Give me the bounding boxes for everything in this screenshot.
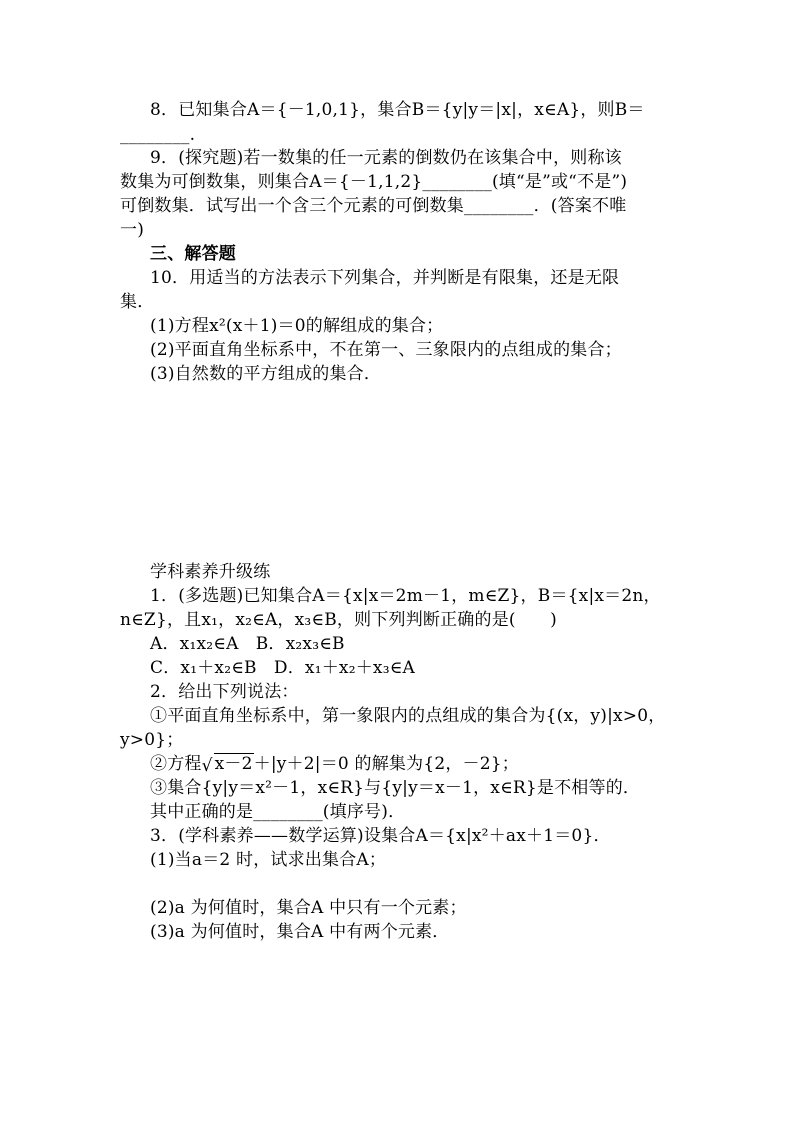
- u2-question: 其中正确的是________(填序号)．: [150, 802, 406, 822]
- u2-statement1: ①平面直角坐标系中，第一象限内的点组成的集合为{(x，y)|x>0，: [150, 706, 666, 726]
- u2-line1: 2．给出下列说法：: [150, 682, 299, 702]
- u2-statement2-suffix: ＋|y＋2|＝0 的解集为{2，－2}；: [253, 754, 519, 774]
- q9-line2: 数集为可倒数集，则集合A＝{－1,1,2}________(填“是”或“不是”): [120, 172, 628, 192]
- u3-part3: (3)a 为何值时，集合A 中有两个元素．: [150, 922, 450, 942]
- q10-part3: (3)自然数的平方组成的集合．: [150, 364, 382, 384]
- u1-line2: n∈Z}，且x₁，x₂∈A，x₃∈B，则下列判断正确的是( ): [120, 610, 557, 630]
- q10-part2: (2)平面直角坐标系中，不在第一、三象限内的点组成的集合；: [150, 340, 622, 360]
- q9-line1: 9．(探究题)若一数集的任一元素的倒数仍在该集合中，则称该: [150, 148, 622, 168]
- section-heading-answers: 三、解答题: [150, 244, 236, 264]
- q8-line2: ________.: [120, 125, 196, 145]
- u2-statement2-prefix: ②方程: [150, 754, 202, 774]
- square-root-expression: [202, 752, 254, 776]
- u1-line1: 1．(多选题)已知集合A＝{x|x＝2m－1，m∈Z}，B＝{x|x＝2n，: [150, 586, 661, 606]
- u3-line1: 3．(学科素养——数学运算)设集合A＝{x|x²＋ax＋1＝0}．: [150, 826, 611, 846]
- u2-statement2: [150, 752, 519, 776]
- section-heading-upgrade: 学科素养升级练: [150, 562, 271, 582]
- u3-part2: (2)a 为何值时，集合A 中只有一个元素；: [150, 898, 467, 918]
- radicand: x－2: [214, 754, 253, 774]
- q8-line1: 8．已知集合A＝{－1,0,1}，集合B＝{y|y＝|x|，x∈A}，则B＝: [150, 100, 645, 120]
- q9-line3: 可倒数集．试写出一个含三个元素的可倒数集________．(答案不唯: [120, 196, 627, 216]
- q10-part1: (1)方程x²(x＋1)＝0的解组成的集合；: [150, 316, 444, 336]
- u2-statement1-cont: y>0}；: [120, 730, 184, 750]
- q9-line4: 一): [120, 220, 145, 240]
- u1-options-cd: C．x₁＋x₂∈B D．x₁＋x₂＋x₃∈A: [150, 658, 415, 678]
- q10-line2: 集．: [120, 292, 155, 312]
- radical-sign-icon: √: [201, 756, 213, 776]
- u1-options-ab: A．x₁x₂∈A B．x₂x₃∈B: [150, 634, 345, 654]
- u2-statement3: ③集合{y|y＝x²－1，x∈R}与{y|y＝x－1，x∈R}是不相等的．: [150, 778, 641, 798]
- u3-part1: (1)当a＝2 时，试求出集合A；: [150, 850, 387, 870]
- q10-line1: 10．用适当的方法表示下列集合，并判断是有限集，还是无限: [150, 268, 620, 288]
